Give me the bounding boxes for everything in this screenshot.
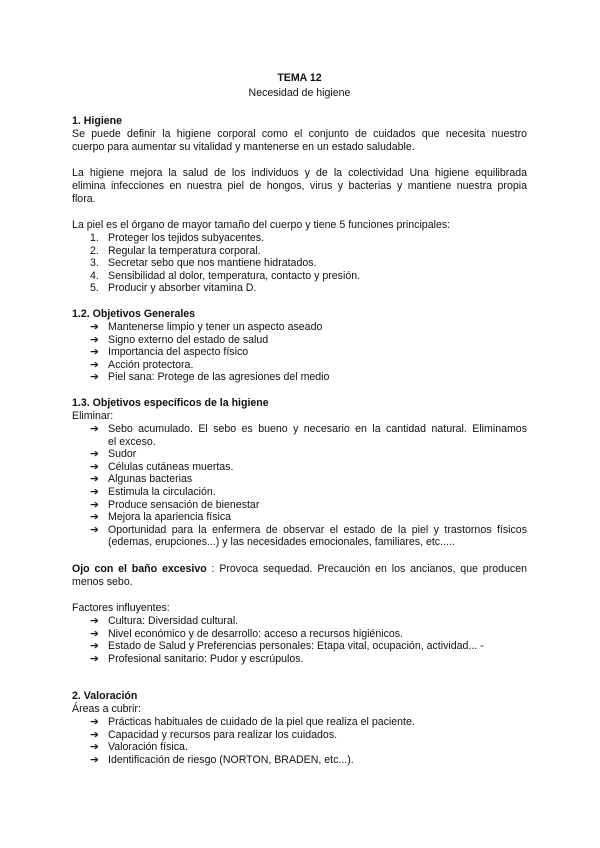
list-item-text: Estado de Salud y Preferencias personales: Etapa vital, ocupación, actividad... - [108,640,484,653]
s1-p1-line1: Se puede definir la higiene corporal como el conjunto de cuidados que necesita nuestro [72,128,527,140]
list-item [72,371,527,384]
arrow-right-icon: ➔ [90,460,99,473]
list-item-text: Acción protectora. [108,358,194,371]
list-item-text: Mejora la apariencia física [108,511,232,524]
functions-list [72,232,527,295]
arrow-right-icon: ➔ [90,728,99,741]
list-item [72,334,527,347]
arrow-right-icon: ➔ [90,741,99,754]
list-item [72,270,527,283]
list-item-text: Regular la temperatura corporal. [108,244,261,257]
arrow-right-icon: ➔ [90,346,99,359]
bath-warning-text: : Provoca sequedad. Precaución en los ancianos, que producen [211,563,527,575]
arrow-right-icon: ➔ [90,321,99,333]
list-item-text-cont: el exceso. [108,435,156,448]
bath-warning-line2: menos sebo. [72,575,133,588]
list-item-text: Prácticas habituales de cuidado de la piel que realiza el paciente. [108,716,415,728]
general-objectives-list [72,321,527,384]
bath-warning [72,563,527,588]
arrow-right-icon: ➔ [90,423,99,435]
bath-warning-bold: Ojo con el baño excesivo [72,563,207,575]
list-item [72,423,527,448]
list-item [72,359,527,372]
list-item-text: Sebo acumulado. El sebo es bueno y necesario en la cantidad natural. Eliminamos [108,423,527,435]
arrow-right-icon: ➔ [90,753,99,766]
list-item [72,524,527,549]
list-item [72,729,527,742]
s2-intro: Áreas a cubrir: [72,703,141,715]
arrow-right-icon: ➔ [90,716,99,728]
specific-objectives-list [72,423,527,549]
arrow-right-icon: ➔ [90,523,99,536]
factors-intro: Factores influyentes: [72,602,170,614]
list-item-text: Oportunidad para la enfermera de observar el estado de la piel y trastornos físicos [108,523,527,536]
list-item [72,486,527,499]
s1-p1-line2: cuerpo para aumentar su vitalidad y mantenerse en un estado saludable. [72,141,415,153]
list-item [72,499,527,512]
list-item [72,511,527,524]
list-item [72,448,527,461]
s1-p3: La piel es el órgano de mayor tamaño del cuerpo y tiene 5 funciones principales: [72,219,451,231]
arrow-right-icon: ➔ [90,473,99,486]
arrow-right-icon: ➔ [90,615,99,627]
arrow-right-icon: ➔ [90,652,99,665]
list-item [72,473,527,486]
assessment-list [72,716,527,766]
s1-p2-line3: flora. [72,193,96,205]
bath-warning-line1 [72,563,527,576]
list-item [72,640,527,653]
s1-p2-line1: La higiene mejora la salud de los individuos y de la colectividad Una higiene equilibrada [72,167,527,179]
list-item-text: Signo externo del estado de salud [108,333,269,346]
arrow-right-icon: ➔ [90,358,99,371]
list-item [72,257,527,270]
arrow-right-icon: ➔ [90,640,99,653]
list-item-text: Algunas bacterias [108,473,193,486]
list-item [72,321,527,334]
list-item [72,245,527,258]
list-item [72,754,527,767]
list-item-text: Piel sana: Protege de las agresiones del medio [108,371,330,384]
arrow-right-icon: ➔ [90,333,99,346]
arrow-right-icon: ➔ [90,448,99,461]
list-item-text: Produce sensación de bienestar [108,498,260,511]
list-item-text: Valoración física. [108,741,188,754]
list-number: 4. [90,269,99,282]
list-item [72,653,527,666]
list-item-text: Producir y absorber vitamina D. [108,282,257,295]
list-item-text: Células cutáneas muertas. [108,460,234,473]
list-number: 5. [90,282,99,295]
s13-intro: Eliminar: [72,410,114,422]
list-item [72,615,527,628]
list-item [72,628,527,641]
arrow-right-icon: ➔ [90,371,99,384]
arrow-right-icon: ➔ [90,485,99,498]
s1-p2-line2: elimina infecciones en nuestra piel de hongos, virus y bacterias y mantiene nuestra propia [72,180,527,192]
list-item [72,282,527,295]
list-item-text: Proteger los tejidos subyacentes. [108,232,265,244]
list-item-text: Estimula la circulación. [108,485,216,498]
list-item [72,232,527,245]
list-item [72,461,527,474]
doc-title: TEMA 12 [277,72,322,84]
list-item-text: Profesional sanitario: Pudor y escrúpulos. [108,652,304,665]
list-item-text: Sudor [108,448,137,461]
section-1-3-heading: 1.3. Objetivos específicos de la higiene [72,397,269,409]
list-number: 2. [90,244,99,257]
list-item-text-cont: (edemas, erupciones...) y las necesidades emocionales, familiares, etc..... [108,536,455,549]
arrow-right-icon: ➔ [90,511,99,524]
doc-subtitle: Necesidad de higiene [248,87,351,99]
list-item-text: Identificación de riesgo (NORTON, BRADEN, etc...). [108,753,354,766]
arrow-right-icon: ➔ [90,498,99,511]
section-1-heading: 1. Higiene [72,115,123,127]
arrow-right-icon: ➔ [90,627,99,640]
factors-list [72,615,527,665]
list-item-text: Capacidad y recursos para realizar los cuidados. [108,728,338,741]
list-item-text: Cultura: Diversidad cultural. [108,615,239,627]
section-2-heading: 2. Valoración [72,690,138,702]
list-item-text: Mantenerse limpio y tener un aspecto aseado [108,321,323,333]
list-item [72,716,527,729]
list-number: 3. [90,257,99,270]
list-item-text: Sensibilidad al dolor, temperatura, contacto y presión. [108,269,361,282]
list-item-text: Nivel económico y de desarrollo: acceso a recursos higiénicos. [108,627,404,640]
section-1-2-heading: 1.2. Objetivos Generales [72,308,196,320]
list-item-text: Secretar sebo que nos mantiene hidratados. [108,257,317,270]
list-item [72,346,527,359]
list-item-text: Importancia del aspecto físico [108,346,249,359]
list-item [72,741,527,754]
list-number: 1. [90,232,99,244]
